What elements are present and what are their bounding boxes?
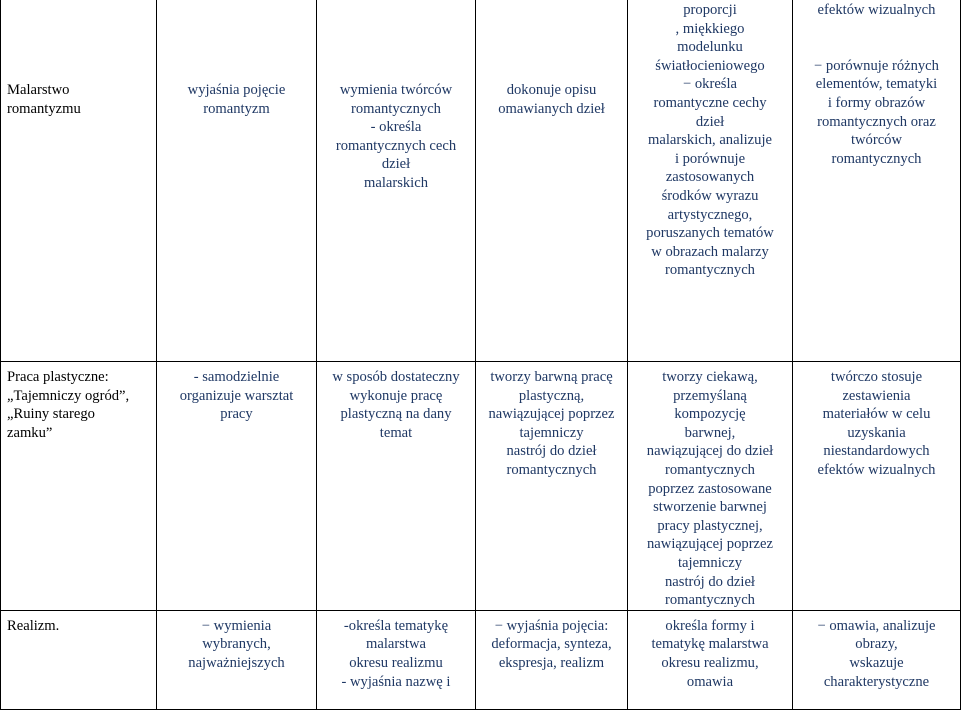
cell-text: proporcji , miękkiego modelunku światłocieniowego − określa romantyczne cechy dzieł malarskich, analizuje i porównuje zastosowanych środków wyrazu artystycznego, poruszanych tematów w obrazach malarzy romantycznych: [646, 2, 774, 279]
table-cell-topic: [1, 0, 157, 362]
table-cell-level-2: [317, 0, 476, 362]
cell-text: efektów wizualnych − porównuje różnych elementów, tematyki i formy obrazów romantycznych oraz twórców romantycznych: [814, 2, 939, 167]
cell-text: wymienia twórców romantycznych - określa romantycznych cech dzieł malarskich: [335, 82, 457, 191]
table-cell-level-1: [157, 0, 317, 362]
cell-text: − omawia, analizuje obrazy, wskazuje charakterystyczne: [817, 617, 936, 690]
table-cell-level-4: [628, 610, 793, 709]
cell-text: określa formy i tematykę malarstwa okresu realizmu, omawia: [651, 617, 769, 690]
table-row: [1, 0, 961, 362]
table-cell-topic: [1, 610, 157, 709]
table-cell-level-3: [476, 0, 628, 362]
table-row: [1, 610, 961, 709]
cell-text: Praca plastyczne: „Tajemniczy ogród”, „Ruiny starego zamku”: [7, 369, 130, 441]
table-cell-level-1: [157, 610, 317, 709]
cell-text: − wyjaśnia pojęcia: deformacja, synteza, ekspresja, realizm: [491, 617, 612, 671]
cell-text: w sposób dostateczny wykonuje pracę plastyczną na dany temat: [332, 369, 460, 441]
cell-text: − wymienia wybranych, najważniejszych: [188, 617, 285, 671]
table-cell-level-1: [157, 362, 317, 611]
table-cell-level-5: [793, 0, 961, 362]
table-row: [1, 362, 961, 611]
cell-text: dokonuje opisu omawianych dzieł: [498, 82, 605, 117]
table-cell-level-2: [317, 610, 476, 709]
cell-text: wyjaśnia pojęcie romantyzm: [187, 82, 286, 117]
table-cell-level-5: [793, 610, 961, 709]
table-cell-level-4: [628, 0, 793, 362]
table-cell-level-3: [476, 362, 628, 611]
cell-text: Realizm.: [7, 617, 60, 634]
cell-text: Malarstwo romantyzmu: [7, 82, 81, 117]
table-cell-level-4: [628, 362, 793, 611]
table-cell-topic: [1, 362, 157, 611]
cell-text: twórczo stosuje zestawienia materiałów w celu uzyskania niestandardowych efektów wizualnych: [817, 369, 936, 478]
cell-text: -określa tematykę malarstwa okresu realizmu - wyjaśnia nazwę i: [341, 617, 451, 690]
cell-text: tworzy barwną pracę plastyczną, nawiązującej poprzez tajemniczy nastrój do dzieł romantycznych: [488, 369, 615, 478]
table-cell-level-5: [793, 362, 961, 611]
table-cell-level-2: [317, 362, 476, 611]
cell-text: - samodzielnie organizuje warsztat pracy: [179, 369, 294, 423]
table-cell-level-3: [476, 610, 628, 709]
cell-text: tworzy ciekawą, przemyślaną kompozycję barwnej, nawiązującej do dzieł romantycznych poprzez zastosowane stworzenie barwnej pracy plastycznej, nawiązującej poprzez tajemniczy nastrój do dzieł romantycznych: [646, 369, 774, 609]
